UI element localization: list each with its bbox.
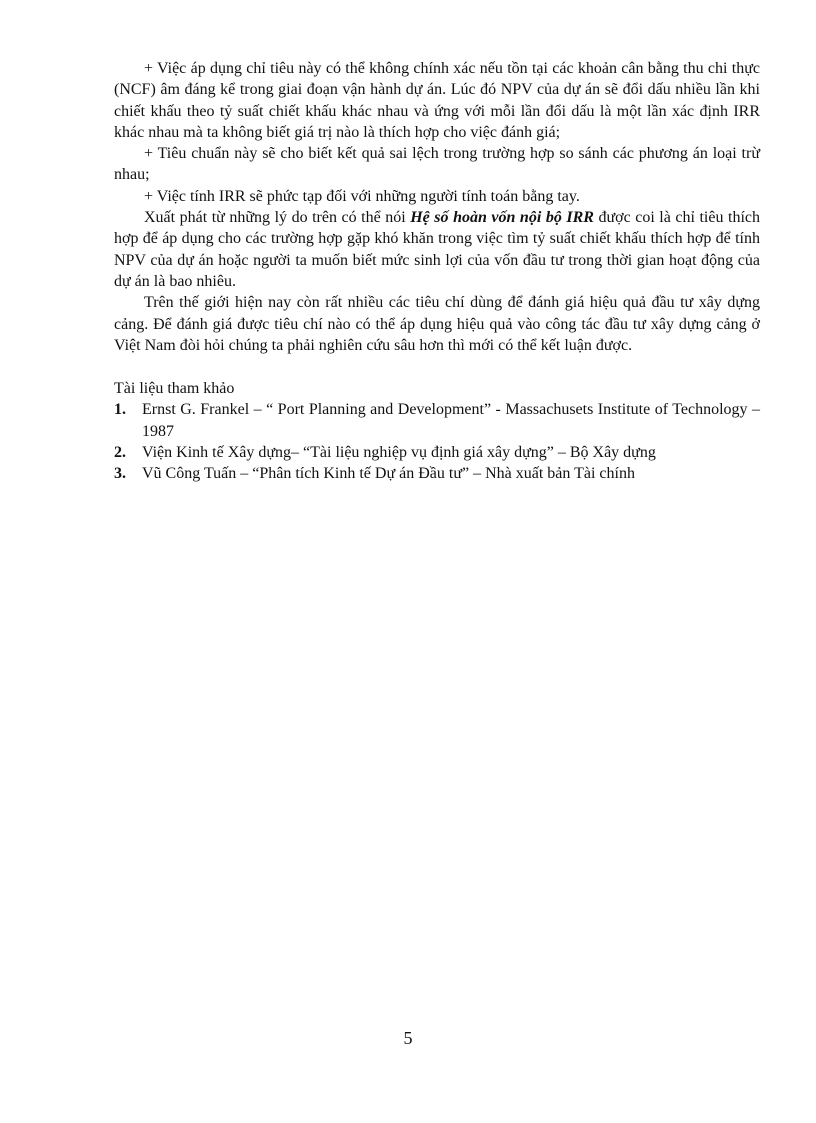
conclusion-text-before: Xuất phát từ những lý do trên có thể nói xyxy=(144,209,411,227)
reference-number: 3. xyxy=(114,465,126,483)
reference-number: 2. xyxy=(114,444,126,462)
closing-paragraph: Trên thế giới hiện nay còn rất nhiều các tiêu chí dùng để đánh giá hiệu quả đầu tư xây dựng cảng. Để đánh giá được tiêu chí nào có thể áp dụng hiệu quả vào công tác đầu tư xây dựng cảng ở Việt Nam đòi hỏi chúng ta phải nghiên cứu sâu hơn thì mới có thể kết luận được. xyxy=(114,294,760,354)
references-title: Tài liệu tham khảo xyxy=(114,380,235,398)
bullet-paragraph-2: + Tiêu chuẩn này sẽ cho biết kết quả sai lệch trong trường hợp so sánh các phương án loại trừ nhau; xyxy=(114,145,760,184)
reference-text: Vũ Công Tuấn – “Phân tích Kinh tế Dự án Đầu tư” – Nhà xuất bản Tài chính xyxy=(142,465,635,483)
references-list xyxy=(114,399,760,484)
bullet-paragraph-1: + Việc áp dụng chỉ tiêu này có thể không chính xác nếu tồn tại các khoản cân bằng thu chi thực (NCF) âm đáng kể trong giai đoạn vận hành dự án. Lúc đó NPV của dự án sẽ đổi dấu nhiều lần khi chiết khấu theo tỷ suất chiết khấu khác nhau và ứng với mỗi lần đổi dấu là một lần xác định IRR khác nhau mà ta không biết giá trị nào là thích hợp cho việc đánh giá; xyxy=(114,60,760,141)
reference-item xyxy=(114,442,760,463)
conclusion-paragraph xyxy=(114,207,760,292)
reference-text: Viện Kinh tế Xây dựng– “Tài liệu nghiệp vụ định giá xây dựng” – Bộ Xây dựng xyxy=(142,444,656,462)
bullet-paragraph-3: + Việc tính IRR sẽ phức tạp đối với những người tính toán bằng tay. xyxy=(144,187,580,205)
reference-text: Ernst G. Frankel – “ Port Planning and Development” - Massachusets Institute of Technology – 1987 xyxy=(142,401,760,440)
page-number: 5 xyxy=(403,1028,413,1048)
irr-emphasis: Hệ số hoàn vốn nội bộ IRR xyxy=(410,209,594,227)
reference-item xyxy=(114,463,760,484)
reference-number: 1. xyxy=(114,401,126,419)
reference-item xyxy=(114,399,760,442)
conclusion-text-after: được coi là chỉ tiêu thích hợp để áp dụng cho các trường hợp gặp khó khăn trong việc tìm tỷ suất chiết khấu thích hợp để tính NPV của dự án hoặc người ta muốn biết mức sinh lợi của vốn đầu tư trong thời gian hoạt động của dự án là bao nhiêu. xyxy=(114,209,760,290)
